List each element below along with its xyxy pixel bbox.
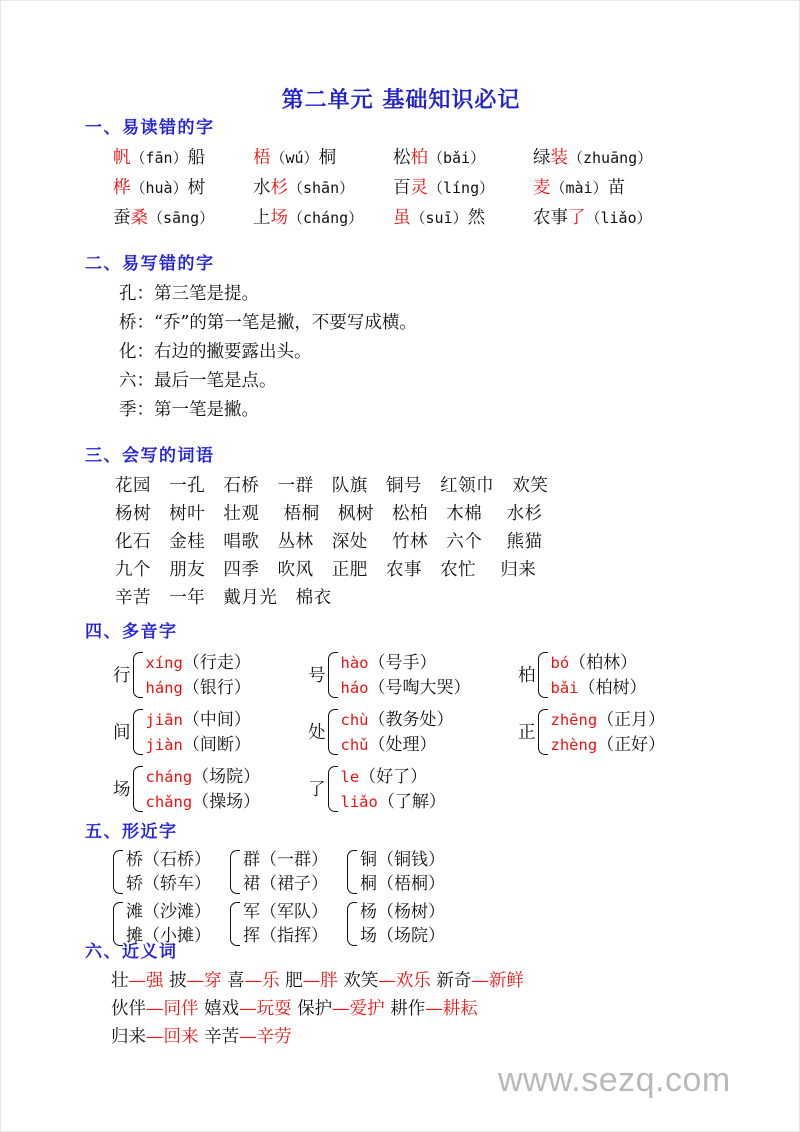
reading-pinyin: háo xyxy=(340,678,369,697)
polyphone-readings xyxy=(341,650,471,700)
entry-pinyin: （fān） xyxy=(130,149,188,167)
synonym-dash: — xyxy=(471,971,489,991)
lookalike-line: 群（一群） xyxy=(243,850,328,870)
synonym-pair xyxy=(297,999,385,1019)
entry-target-char: 灵 xyxy=(410,178,428,198)
polyphone-reading xyxy=(146,764,261,789)
reading-pinyin: hào xyxy=(340,653,369,672)
miswrite-note: 六：最后一笔是点。 xyxy=(119,371,277,391)
lookalike-grid xyxy=(85,846,445,950)
polyphone-reading xyxy=(341,707,454,732)
reading-gloss: （号啕大哭） xyxy=(368,677,471,698)
miswrite-note: 化：右边的撇要露出头。 xyxy=(119,342,312,362)
lookalike-lines xyxy=(243,848,328,896)
synonym-target: 强 xyxy=(146,971,164,991)
lookalike-pair xyxy=(347,846,445,898)
miswrite-note: 孔：第三笔是提。 xyxy=(119,284,259,304)
section-heading: 三、会写的词语 xyxy=(85,446,215,466)
lookalike-line: 挥（指挥） xyxy=(243,926,328,946)
entry-target-char: 桦 xyxy=(113,178,131,198)
brace-icon xyxy=(113,850,123,894)
entry-suffix: 船 xyxy=(187,148,206,168)
lookalike-line: 裙（裙子） xyxy=(243,874,328,894)
entry-suffix: 桐 xyxy=(318,148,337,168)
reading-pinyin: jiān xyxy=(145,710,183,729)
lookalike-pair xyxy=(113,846,230,898)
section-polyphones xyxy=(85,617,665,817)
polyphone-char: 行 xyxy=(113,666,131,686)
word-row: 九个 朋友 四季 吹风 正肥 农事 农忙 归来 xyxy=(115,560,537,580)
brace-icon xyxy=(133,766,143,812)
polyphone-entry xyxy=(308,703,518,760)
polyphone-reading xyxy=(146,707,251,732)
reading-gloss: （中间） xyxy=(182,709,251,730)
misread-entry xyxy=(113,144,253,169)
miswrite-notes xyxy=(85,280,417,425)
misread-entry xyxy=(113,174,253,199)
reading-pinyin: chù xyxy=(340,710,369,729)
lookalike-line: 军（军队） xyxy=(243,902,328,922)
polyphone-reading xyxy=(341,789,446,814)
polyphone-entry xyxy=(113,703,308,760)
word-rows xyxy=(85,472,548,612)
entry-target-char: 桑 xyxy=(130,208,148,228)
brace-icon xyxy=(538,652,548,698)
reading-gloss: （处理） xyxy=(368,734,437,755)
polyphone-reading xyxy=(551,650,647,675)
entry-pinyin: （bǎi） xyxy=(428,149,486,167)
synonym-dash: — xyxy=(146,999,164,1019)
reading-pinyin: jiàn xyxy=(145,735,183,754)
synonym-dash: — xyxy=(332,999,350,1019)
misread-entry xyxy=(253,174,393,199)
section-heading: 五、形近字 xyxy=(85,822,178,842)
misread-entry xyxy=(533,174,673,199)
entry-pinyin: （cháng） xyxy=(288,209,364,227)
synonym-source: 归来 xyxy=(111,1027,146,1047)
misread-entry xyxy=(393,174,533,199)
miswrite-note: 桥：“乔”的第一笔是撇，不要写成横。 xyxy=(119,313,417,333)
entry-target-char: 了 xyxy=(568,208,586,228)
lookalike-line: 轿（轿车） xyxy=(126,874,211,894)
polyphone-reading xyxy=(551,707,666,732)
section-heading: 四、多音字 xyxy=(85,622,178,642)
synonym-source: 嬉戏 xyxy=(204,999,240,1019)
misread-entry xyxy=(113,204,253,229)
polyphone-char: 柏 xyxy=(518,666,536,686)
synonym-source: 欢笑 xyxy=(343,971,379,991)
polyphone-reading xyxy=(341,650,471,675)
reading-gloss: （柏林） xyxy=(569,652,638,673)
synonym-pair xyxy=(111,971,164,991)
entry-prefix: 绿 xyxy=(533,148,551,168)
polyphone-readings xyxy=(551,707,666,757)
polyphone-char: 处 xyxy=(308,723,326,743)
misread-entry xyxy=(533,144,673,169)
polyphone-char: 正 xyxy=(518,723,536,743)
brace-icon xyxy=(133,709,143,755)
entry-target-char: 梧 xyxy=(253,148,271,168)
section-heading: 二、易写错的字 xyxy=(85,254,215,274)
synonym-source: 喜 xyxy=(227,971,245,991)
section-easy-miswrite xyxy=(85,249,417,425)
synonym-pair xyxy=(285,971,338,991)
synonym-source: 披 xyxy=(169,971,187,991)
synonym-pair xyxy=(111,1027,199,1047)
brace-icon xyxy=(328,709,338,755)
synonym-target: 回来 xyxy=(163,1027,199,1047)
synonym-rows xyxy=(85,967,524,1051)
word-row: 杨树 树叶 壮观 梧桐 枫树 松柏 木棉 水杉 xyxy=(115,504,543,524)
polyphone-entry xyxy=(308,646,518,703)
synonym-pair xyxy=(204,1027,292,1047)
entry-pinyin: （liǎo） xyxy=(585,209,652,227)
synonym-target: 耕耘 xyxy=(442,999,478,1019)
polyphone-entry xyxy=(518,646,665,703)
reading-gloss: （正好） xyxy=(597,734,666,755)
entry-pinyin: （zhuāng） xyxy=(568,149,653,167)
reading-pinyin: chǎng xyxy=(145,792,193,811)
synonym-pair xyxy=(111,999,199,1019)
section-heading: 一、易读错的字 xyxy=(85,118,215,138)
synonym-pair xyxy=(227,971,280,991)
polyphone-reading xyxy=(146,650,251,675)
synonym-target: 乐 xyxy=(262,971,280,991)
entry-target-char: 麦 xyxy=(533,178,551,198)
site-watermark: www.sezq.com xyxy=(498,1061,731,1099)
reading-gloss: （银行） xyxy=(182,677,251,698)
reading-gloss: （柏树） xyxy=(578,677,647,698)
misread-entry xyxy=(253,144,393,169)
reading-gloss: （操场） xyxy=(192,791,261,812)
reading-pinyin: liǎo xyxy=(340,792,378,811)
reading-gloss: （号手） xyxy=(368,652,437,673)
misread-row xyxy=(113,204,673,234)
lookalike-pair xyxy=(230,846,347,898)
synonym-target: 玩耍 xyxy=(256,999,292,1019)
synonym-dash: — xyxy=(302,971,321,991)
synonym-source: 辛苦 xyxy=(204,1027,240,1047)
lookalike-line: 桐（梧桐） xyxy=(360,874,445,894)
polyphone-reading xyxy=(146,675,251,700)
synonym-row xyxy=(111,967,524,995)
reading-gloss: （场院） xyxy=(192,766,261,787)
entry-prefix: 百 xyxy=(393,178,411,198)
entry-pinyin: （líng） xyxy=(428,179,495,197)
synonym-pair xyxy=(390,999,478,1019)
entry-suffix: 然 xyxy=(467,208,486,228)
misread-entry xyxy=(393,144,533,169)
lookalike-lines xyxy=(360,848,445,896)
entry-pinyin: （mài） xyxy=(550,179,608,197)
synonym-dash: — xyxy=(244,971,263,991)
brace-icon xyxy=(347,850,357,894)
word-row: 化石 金桂 唱歌 丛林 深处 竹林 六个 熊猫 xyxy=(115,532,543,552)
reading-pinyin: bǎi xyxy=(550,678,579,697)
synonym-dash: — xyxy=(146,1027,164,1047)
miswrite-note: 季：第一笔是撇。 xyxy=(119,400,259,420)
lookalike-line: 铜（铜钱） xyxy=(360,850,445,870)
reading-gloss: （行走） xyxy=(182,652,251,673)
reading-gloss: （间断） xyxy=(182,734,251,755)
synonym-target: 新鲜 xyxy=(488,971,524,991)
brace-icon xyxy=(230,850,240,894)
entry-pinyin: （huà） xyxy=(130,179,188,197)
polyphone-entry xyxy=(113,760,308,817)
polyphone-readings xyxy=(146,707,251,757)
entry-prefix: 上 xyxy=(253,208,271,228)
brace-icon xyxy=(328,652,338,698)
polyphone-entry xyxy=(308,760,518,817)
polyphone-entry xyxy=(518,703,665,760)
entry-target-char: 装 xyxy=(550,148,568,168)
synonym-target: 辛劳 xyxy=(256,1027,292,1047)
synonym-source: 保护 xyxy=(297,999,333,1019)
entry-pinyin: （suī） xyxy=(410,209,468,227)
polyphone-readings xyxy=(146,764,261,814)
synonym-pair xyxy=(204,999,292,1019)
word-row: 辛苦 一年 戴月光 棉衣 xyxy=(115,588,332,608)
synonym-target: 同伴 xyxy=(163,999,199,1019)
lookalike-line: 场（场院） xyxy=(360,926,445,946)
polyphone-reading xyxy=(341,732,454,757)
entry-target-char: 柏 xyxy=(410,148,428,168)
word-row: 花园 一孔 石桥 一群 队旗 铜号 红领巾 欢笑 xyxy=(115,476,549,496)
polyphone-reading xyxy=(551,675,647,700)
reading-pinyin: zhēng xyxy=(550,710,598,729)
synonym-target: 穿 xyxy=(204,971,222,991)
reading-pinyin: bó xyxy=(550,653,570,672)
reading-gloss: （好了） xyxy=(359,766,428,787)
synonym-target: 爱护 xyxy=(349,999,385,1019)
entry-target-char: 杉 xyxy=(270,178,288,198)
synonym-row xyxy=(111,995,524,1023)
polyphone-char: 场 xyxy=(113,780,131,800)
polyphone-readings xyxy=(551,650,647,700)
entry-pinyin: （sāng） xyxy=(148,209,215,227)
entry-prefix: 蚕 xyxy=(113,208,131,228)
section-lookalikes xyxy=(85,817,445,950)
section-writable-words xyxy=(85,441,548,612)
misread-entry xyxy=(253,204,393,229)
synonym-dash: — xyxy=(378,971,396,991)
synonym-dash: — xyxy=(425,999,443,1019)
reading-pinyin: zhèng xyxy=(550,735,598,754)
synonym-dash: — xyxy=(239,999,257,1019)
lookalike-line: 摊（小摊） xyxy=(126,926,211,946)
synonym-dash: — xyxy=(186,971,205,991)
synonym-target: 欢乐 xyxy=(395,971,431,991)
reading-pinyin: háng xyxy=(145,678,183,697)
polyphone-reading xyxy=(341,764,446,789)
polyphone-reading xyxy=(341,675,471,700)
misread-entry xyxy=(533,204,673,229)
synonym-source: 壮 xyxy=(111,971,129,991)
section-heading: 六、近义词 xyxy=(85,942,178,962)
synonym-pair xyxy=(436,971,524,991)
entry-prefix: 松 xyxy=(393,148,411,168)
synonym-pair xyxy=(169,971,222,991)
polyphone-readings xyxy=(341,707,454,757)
page-title: 第二单元 基础知识必记 xyxy=(281,87,521,113)
polyphone-reading xyxy=(146,732,251,757)
polyphone-grid xyxy=(85,646,665,817)
brace-icon xyxy=(328,766,338,812)
brace-icon xyxy=(538,709,548,755)
reading-pinyin: le xyxy=(340,767,360,786)
reading-pinyin: cháng xyxy=(145,767,193,786)
synonym-dash: — xyxy=(239,1027,257,1047)
polyphone-readings xyxy=(146,650,251,700)
polyphone-char: 间 xyxy=(113,723,131,743)
synonym-source: 耕作 xyxy=(390,999,426,1019)
entry-suffix: 树 xyxy=(187,178,206,198)
synonym-target: 胖 xyxy=(320,971,338,991)
misread-rows xyxy=(85,144,673,234)
polyphone-reading xyxy=(146,789,261,814)
polyphone-entry xyxy=(113,646,308,703)
entry-prefix: 农事 xyxy=(533,208,568,228)
brace-icon xyxy=(133,652,143,698)
synonym-source: 伙伴 xyxy=(111,999,146,1019)
lookalike-line: 滩（沙滩） xyxy=(126,902,211,922)
entry-suffix: 苗 xyxy=(607,178,626,198)
synonym-row xyxy=(111,1023,524,1051)
reading-gloss: （了解） xyxy=(377,791,446,812)
entry-prefix: 水 xyxy=(253,178,271,198)
entry-target-char: 虽 xyxy=(393,208,411,228)
entry-pinyin: （wú） xyxy=(270,149,319,167)
reading-pinyin: chǔ xyxy=(340,735,369,754)
entry-target-char: 场 xyxy=(270,208,288,228)
synonym-pair xyxy=(343,971,431,991)
synonym-source: 新奇 xyxy=(436,971,472,991)
entry-pinyin: （shān） xyxy=(288,179,355,197)
misread-entry xyxy=(393,204,533,229)
misread-row xyxy=(113,174,673,204)
lookalike-lines xyxy=(126,848,211,896)
reading-pinyin: xíng xyxy=(145,653,183,672)
lookalike-line: 杨（杨树） xyxy=(360,902,445,922)
polyphone-reading xyxy=(551,732,666,757)
polyphone-readings xyxy=(341,764,446,814)
reading-gloss: （正月） xyxy=(597,709,666,730)
polyphone-char: 了 xyxy=(308,780,326,800)
section-synonyms xyxy=(85,937,524,1051)
lookalike-line: 桥（石桥） xyxy=(126,850,211,870)
synonym-dash: — xyxy=(128,971,146,991)
polyphone-char: 号 xyxy=(308,666,326,686)
reading-gloss: （教务处） xyxy=(368,709,454,730)
synonym-source: 肥 xyxy=(285,971,303,991)
section-easy-misread xyxy=(85,113,673,234)
misread-row xyxy=(113,144,673,174)
entry-target-char: 帆 xyxy=(113,148,131,168)
